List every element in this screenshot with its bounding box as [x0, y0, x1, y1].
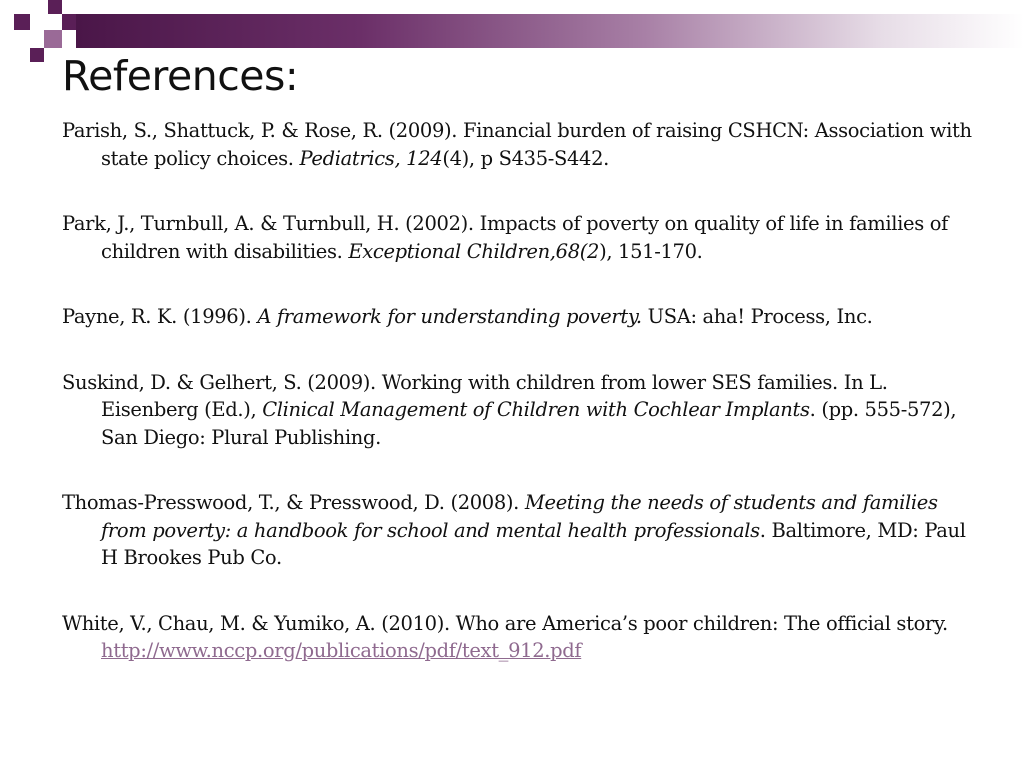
reference-item: White, V., Chau, M. & Yumiko, A. (2010). Who are America’s poor children: The official story. http://www.nccp.org/publications/pdf/text_912.pdf	[62, 611, 948, 662]
reference-link[interactable]: http://www.nccp.org/publications/pdf/text_912.pdf	[101, 639, 582, 662]
reference-item: Parish, S., Shattuck, P. & Rose, R. (2009). Financial burden of raising CSHCN: Association with state policy choices. Pediatrics, 124(4), p S435-S442.	[62, 119, 972, 170]
decor-square	[62, 14, 76, 30]
reference-item: Park, J., Turnbull, A. & Turnbull, H. (2002). Impacts of poverty on quality of life in families of children with disabilities. Exceptional Children,68(2), 151-170.	[62, 212, 948, 263]
reference-list	[62, 117, 972, 703]
reference-item: Thomas-Presswood, T., & Presswood, D. (2008). Meeting the needs of students and families from poverty: a handbook for school and mental health professionals. Baltimore, MD: Paul H Brookes Pub Co.	[62, 491, 966, 569]
decor-square	[44, 30, 62, 48]
reference-item: Suskind, D. & Gelhert, S. (2009). Working with children from lower SES families. In L. Eisenberg (Ed.), Clinical Management of Children with Cochlear Implants. (pp. 555-572), San Diego: Plural Publishing.	[62, 370, 957, 449]
header-gradient-bar	[76, 14, 1024, 48]
decor-square	[30, 48, 44, 62]
slide-title: References:	[62, 52, 299, 100]
decor-square	[48, 0, 62, 14]
reference-item: Payne, R. K. (1996). A framework for understanding poverty. USA: aha! Process, Inc.	[62, 305, 873, 328]
decor-square	[14, 14, 30, 30]
